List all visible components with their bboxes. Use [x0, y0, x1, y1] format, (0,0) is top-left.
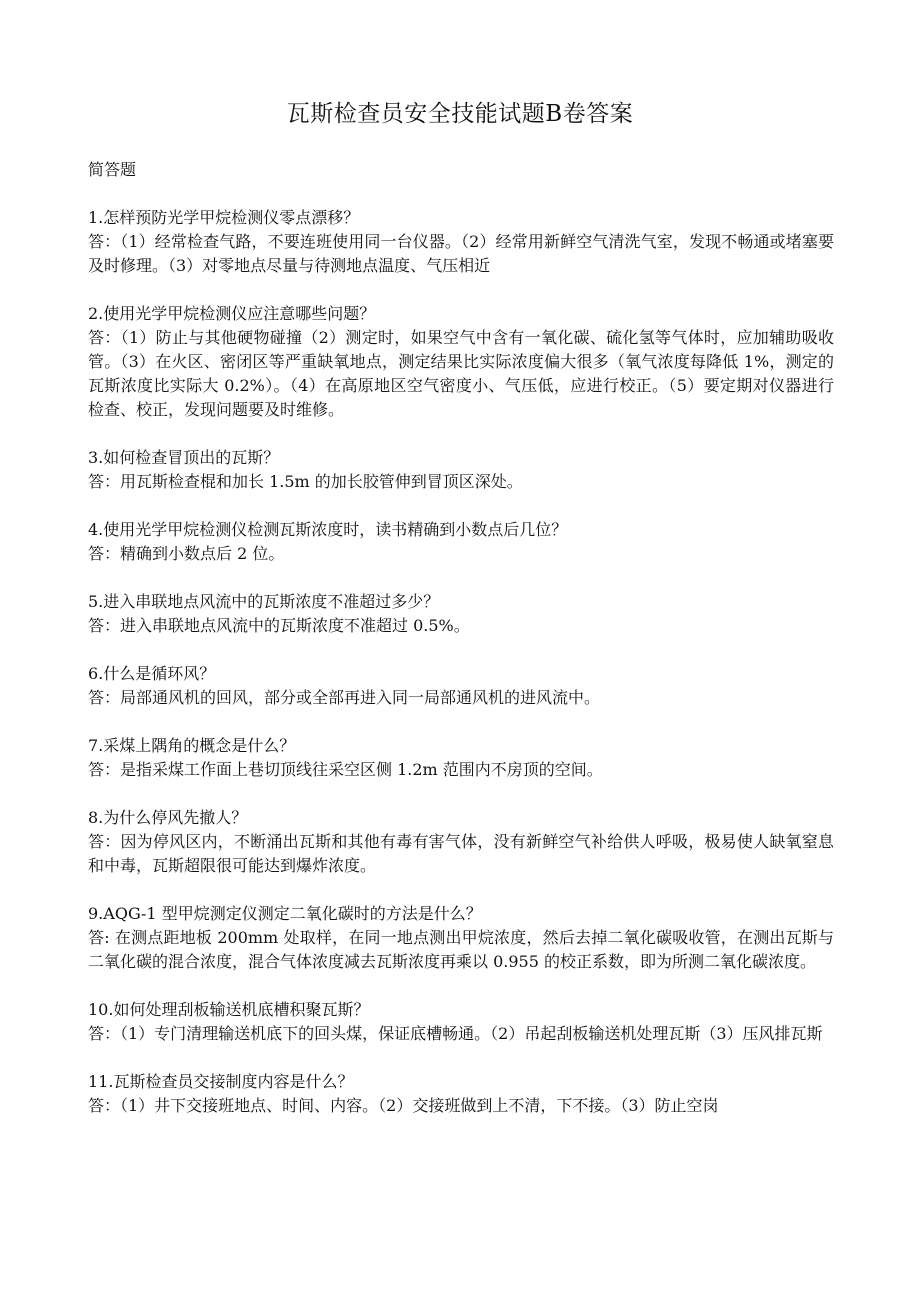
question: 1.怎样预防光学甲烷检测仪零点漂移？ — [88, 208, 360, 227]
qa-item — [88, 590, 834, 638]
question: 6.什么是循环风？ — [88, 664, 216, 683]
question: 2.使用光学甲烷检测仪应注意哪些问题？ — [88, 304, 376, 323]
answer: 答：（1）经常检查气路，不要连班使用同一台仪器。（2）经常用新鲜空气清洗气室，发现不畅通或堵塞要及时修理。（3）对零地点尽量与待测地点温度、气压相近 — [88, 232, 834, 275]
answer: 答：（1）井下交接班地点、时间、内容。（2）交接班做到上不清，下不接。（3）防止空岗 — [88, 1096, 719, 1115]
answer: 答: 在测点距地板 200mm 处取样，在同一地点测出甲烷浓度，然后去掉二氧化碳吸收管，在测出瓦斯与二氧化碳的混合浓度，混合气体浓度减去瓦斯浓度再乘以 0.955 的校正系数，即为所测二氧化碳浓度。 — [88, 928, 834, 971]
question: 9.AQG-1 型甲烷测定仪测定二氧化碳时的方法是什么？ — [88, 904, 482, 923]
qa-item — [88, 446, 834, 494]
qa-item — [88, 806, 834, 878]
qa-item — [88, 518, 834, 566]
question: 10.如何处理刮板输送机底槽积聚瓦斯？ — [88, 1000, 370, 1019]
answer: 答：局部通风机的回风，部分或全部再进入同一局部通风机的进风流中。 — [88, 688, 601, 707]
qa-item — [88, 662, 834, 710]
question: 8.为什么停风先撤人？ — [88, 808, 248, 827]
answer: 答：进入串联地点风流中的瓦斯浓度不准超过 0.5%。 — [88, 616, 470, 635]
qa-item — [88, 734, 834, 782]
qa-item — [88, 206, 834, 278]
question: 3.如何检查冒顶出的瓦斯？ — [88, 448, 280, 467]
qa-item — [88, 998, 834, 1046]
qa-item — [88, 302, 834, 422]
qa-list — [88, 206, 834, 1142]
question: 7.采煤上隅角的概念是什么？ — [88, 736, 296, 755]
answer: 答：用瓦斯检查棍和加长 1.5m 的加长胶管伸到冒顶区深处。 — [88, 472, 523, 491]
answer: 答：精确到小数点后 2 位。 — [88, 544, 285, 563]
question: 11.瓦斯检查员交接制度内容是什么？ — [88, 1072, 354, 1091]
answer: 答：（1）专门清理输送机底下的回头煤，保证底槽畅通。（2）吊起刮板输送机处理瓦斯（3）压风排瓦斯 — [88, 1024, 823, 1043]
document-title: 瓦斯检查员安全技能试题B卷答案 — [286, 101, 634, 127]
answer: 答：因为停风区内，不断涌出瓦斯和其他有毒有害气体，没有新鲜空气补给供人呼吸，极易使人缺氧窒息和中毒，瓦斯超限很可能达到爆炸浓度。 — [88, 832, 834, 875]
answer: 答：（1）防止与其他硬物碰撞（2）测定时，如果空气中含有一氧化碳、硫化氢等气体时，应加辅助吸收管。（3）在火区、密闭区等严重缺氧地点，测定结果比实际浓度偏大很多（氧气浓度每降低 1%，测定的瓦斯浓度比实际大 0.2%）。（4）在高原地区空气密度小、气压低，应进行校正。（5）要定期对仪器进行检查、校正，发现问题要及时维修。 — [88, 328, 834, 419]
qa-item — [88, 1070, 834, 1118]
question: 4.使用光学甲烷检测仪检测瓦斯浓度时，读书精确到小数点后几位？ — [88, 520, 568, 539]
qa-item — [88, 902, 834, 974]
answer: 答：是指采煤工作面上巷切顶线往采空区侧 1.2m 范围内不房顶的空间。 — [88, 760, 603, 779]
section-heading: 简答题 — [88, 160, 137, 179]
question: 5.进入串联地点风流中的瓦斯浓度不准超过多少？ — [88, 592, 440, 611]
